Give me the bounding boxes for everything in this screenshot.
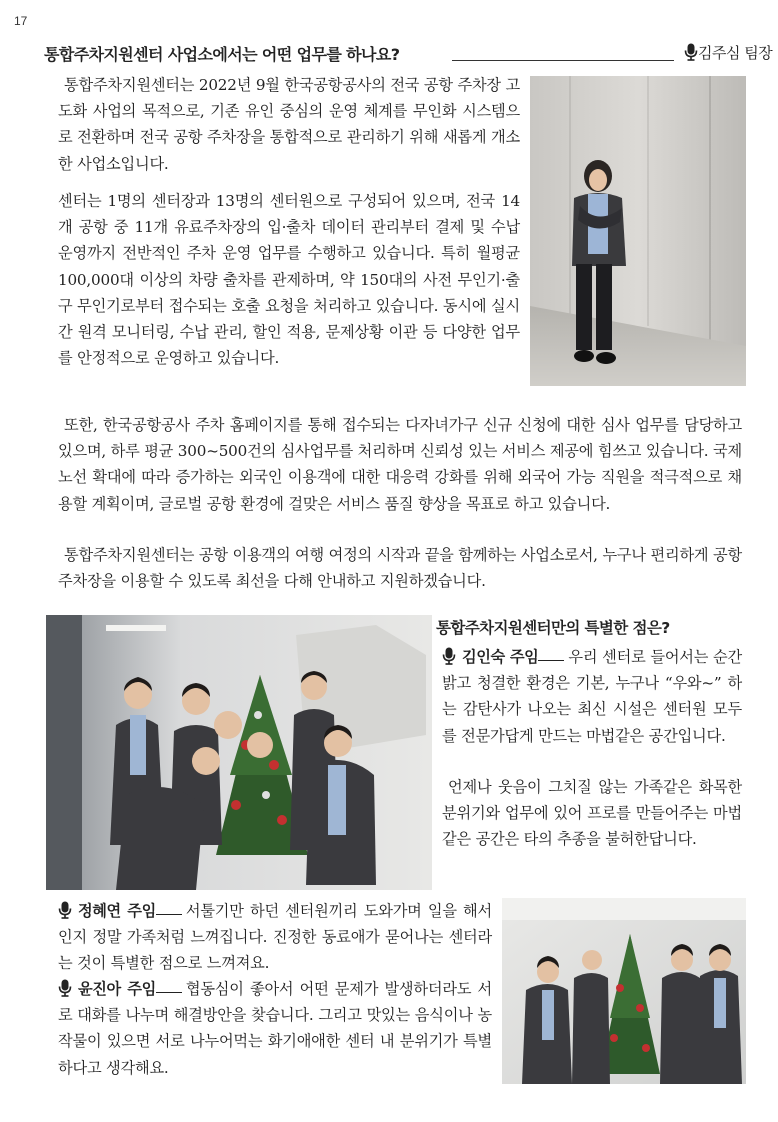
quote-kim-insook-continued: 언제나 웃음이 그치질 않는 가족같은 화목한 분위기와 업무에 있어 프로를 만들어주는 마법같은 공간은 타의 추종을 불허한답니다. (442, 778, 742, 849)
intro-paragraph-2: 센터는 1명의 센터장과 13명의 센터원으로 구성되어 있으며, 전국 14개 공항 중 11개 유료주차장의 입·출차 데이터 관리부터 결제 및 수납 운영까지 전반적인 주차 운영 업무를 수행하고 있습니다. 특히 월평균 100,000대 이상의 차량 출차를 관제하며, 약 150대의 사전 무인기·출구 무인기로부터 접수되는 호출 요청을 처리하고 있습니다. 동시에 실시간 원격 모니터링, 수납 관리, 할인 적용, 문제상황 이관 등 다양한 업무를 안정적으로 운영하고 있습니다. (58, 192, 520, 368)
speaker-underline (156, 992, 182, 993)
quote-jung-hyeyeon: 정혜연 주임 서툴기만 하던 센터원끼리 도와가며 일을 해서인지 정말 가족처럼 느껴집니다. 진정한 동료애가 묻어나는 센터라는 것이 특별한 점으로 느껴져요. (58, 902, 492, 973)
author-name: 김주심 팀장 (698, 44, 773, 62)
microphone-icon (58, 979, 72, 997)
quote-kim-insook: 김인숙 주임 우리 센터로 들어서는 순간 밝고 청결한 환경은 기본, 누구나 “우와~” 하는 감탄사가 나오는 최신 시설은 센터원 모두를 전문가답게 만드는 마법같은 공간입니다. (442, 648, 742, 745)
intro-paragraph-3: 또한, 한국공항공사 주차 홈페이지를 통해 접수되는 다자녀가구 신규 신청에 대한 심사 업무를 담당하고 있으며, 하루 평균 300~500건의 심사업무를 처리하며 신뢰성 있는 서비스 제공에 힘쓰고 있습니다. 국제노선 확대에 따라 증가하는 외국인 이용객에 대한 대응력 강화를 위해 외국어 가능 직원을 적극적으로 채용할 계획이며, 글로벌 공항 환경에 걸맞은 서비스 품질 향상을 목표로 하고 있습니다. (58, 416, 742, 513)
special-section-heading: 통합주차지원센터만의 특별한 점은? (436, 619, 670, 637)
microphone-icon (442, 647, 456, 665)
photo-team-group (502, 898, 746, 1084)
speaker-underline (538, 660, 564, 661)
intro-paragraph-4: 통합주차지원센터는 공항 이용객의 여행 여정의 시작과 끝을 함께하는 사업소로서, 누구나 편리하게 공항 주차장을 이용할 수 있도록 최선을 다해 안내하고 지원하겠습니다. (58, 546, 742, 591)
quote-yoon-jina: 윤진아 주임 협동심이 좋아서 어떤 문제가 발생하더라도 서로 대화를 나누며 해결방안을 찾습니다. 그리고 맛있는 음식이나 농작물이 있으면 서로 나누어먹는 화기애애한 센터 내 분위기가 특별하다고 생각해요. (58, 980, 492, 1077)
page-number: 17 (14, 14, 28, 28)
microphone-icon (684, 43, 698, 61)
author-byline (684, 42, 772, 63)
speaker-name: 김인숙 주임 (462, 648, 539, 666)
article-header (44, 40, 773, 68)
speaker-name: 윤진아 주임 (78, 980, 156, 998)
speaker-underline (156, 914, 182, 915)
speaker-name: 정혜연 주임 (78, 902, 156, 920)
header-underline-rule (452, 60, 674, 61)
article-question-title: 통합주차지원센터 사업소에서는 어떤 업무를 하나요? (44, 45, 400, 64)
photo-team-christmas-tree (46, 615, 432, 890)
photo-team-leader (530, 76, 746, 386)
microphone-icon (58, 901, 72, 919)
intro-paragraph-1: 통합주차지원센터는 2022년 9월 한국공항공사의 전국 공항 주차장 고도화 사업의 목적으로, 기존 유인 중심의 운영 체계를 무인화 시스템으로 전환하며 전국 공항 주차장을 통합적으로 관리하기 위해 새롭게 개소한 사업소입니다. (58, 76, 520, 173)
